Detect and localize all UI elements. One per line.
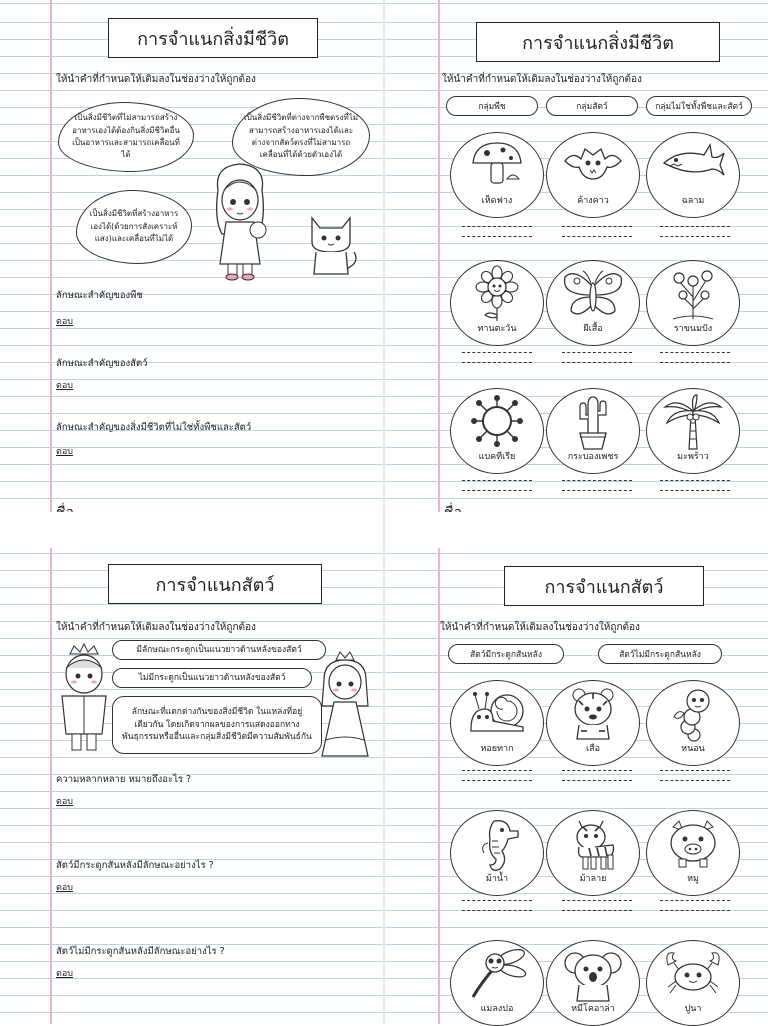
page-divider (383, 0, 385, 1024)
answer-blank[interactable] (562, 480, 632, 481)
mushroom-icon (467, 139, 527, 189)
item-card (546, 810, 640, 896)
answer-blank[interactable] (660, 780, 730, 781)
answer-blank[interactable] (462, 770, 532, 771)
page-title: การจำแนกสัตว์ (504, 566, 704, 606)
bread-mold-icon (665, 267, 721, 321)
item-card (546, 132, 640, 218)
prince-illustration-icon (56, 644, 112, 756)
item-label: หอยทาก (480, 744, 514, 754)
worksheet-animal-classification-1 (0, 548, 384, 1024)
instruction-text: ให้นำคำที่กำหนดให้เติมลงในช่องว่างให้ถูกต้อง (56, 622, 256, 633)
cactus-icon (568, 395, 618, 451)
bat-icon (563, 139, 623, 189)
item-card (450, 940, 544, 1026)
item-label: หนอน (681, 744, 705, 754)
dragonfly-icon (467, 947, 527, 1001)
item-label: หมีโคอาล่า (571, 1004, 615, 1014)
item-label: ฉลาม (681, 196, 705, 206)
item-label: เสือ (586, 744, 600, 754)
question-3: สัตว์ไม่มีกระดูกสันหลังมีลักษณะอย่างไร ? (56, 946, 225, 957)
answer-label: ตอบ (56, 381, 73, 391)
item-label: มะพร้าว (677, 452, 709, 462)
worksheet-classification-living-things-1 (0, 0, 384, 512)
item-label: ปูนา (684, 1004, 702, 1014)
question-3: ลักษณะสำคัญของสิ่งมีชีวิตที่ไม่ใช่ทั้งพืชและสัตว์ (56, 422, 252, 433)
item-card (546, 260, 640, 346)
answer-blank[interactable] (462, 900, 532, 901)
answer-blank[interactable] (660, 236, 730, 237)
cat-illustration-icon (302, 208, 360, 278)
clue-cloud-plant: เป็นสิ่งมีชีวิตที่สร้างอาหารเองได้(ด้วยการสังเคราะห์แสง)และเคลื่อนที่ไม่ได้ (76, 190, 192, 264)
answer-label: ตอบ (56, 969, 73, 979)
answer-blank[interactable] (660, 770, 730, 771)
item-card (646, 810, 740, 896)
answer-blank[interactable] (660, 226, 730, 227)
term-vertebrate: มีลักษณะกระดูกเป็นแนวยาวด้านหลังของสัตว์ (112, 640, 326, 660)
tiger-icon (565, 687, 621, 741)
word-bank-vertebrate: สัตว์มีกระดูกสันหลัง (448, 644, 564, 664)
answer-blank[interactable] (660, 910, 730, 911)
answer-blank[interactable] (660, 490, 730, 491)
koala-icon (563, 947, 623, 1003)
item-label: ทานตะวัน (477, 324, 517, 334)
answer-blank[interactable] (562, 236, 632, 237)
item-card (646, 940, 740, 1026)
coconut-tree-icon (663, 395, 723, 451)
item-card (646, 680, 740, 766)
bacteria-icon (469, 395, 525, 447)
answer-blank[interactable] (562, 770, 632, 771)
answer-label: ตอบ (56, 317, 73, 327)
answer-blank[interactable] (462, 352, 532, 353)
zebra-icon (565, 817, 621, 873)
item-card (450, 680, 544, 766)
item-card (450, 810, 544, 896)
answer-blank[interactable] (462, 480, 532, 481)
question-1: ความหลากหลาย หมายถึงอะไร ? (56, 774, 192, 785)
item-card (546, 940, 640, 1026)
answer-blank[interactable] (562, 780, 632, 781)
answer-blank[interactable] (462, 780, 532, 781)
answer-blank[interactable] (562, 900, 632, 901)
answer-blank[interactable] (562, 352, 632, 353)
answer-blank[interactable] (562, 910, 632, 911)
worksheet-classification-living-things-2 (384, 0, 768, 512)
answer-blank[interactable] (660, 352, 730, 353)
item-label: ผีเสื้อ (583, 324, 603, 334)
word-bank-plant: กลุ่มพืช (446, 96, 538, 116)
term-invertebrate: ไม่มีกระดูกเป็นแนวยาวด้านหลังของสัตว์ (112, 668, 312, 688)
word-bank-other: กลุ่มไม่ใช่ทั้งพืชและสัตว์ (646, 96, 752, 116)
shark-icon (660, 139, 726, 183)
answer-label: ตอบ (56, 797, 73, 807)
instruction-text: ให้นำคำที่กำหนดให้เติมลงในช่องว่างให้ถูกต้อง (56, 74, 256, 85)
question-2: สัตว์มีกระดูกสันหลังมีลักษณะอย่างไร ? (56, 860, 214, 871)
item-card (646, 260, 740, 346)
snail-icon (467, 687, 527, 737)
word-bank-animal: กลุ่มสัตว์ (546, 96, 638, 116)
item-card (646, 132, 740, 218)
answer-label: ตอบ (56, 883, 73, 893)
answer-blank[interactable] (562, 226, 632, 227)
clue-cloud-other: เป็นสิ่งมีชีวิตที่ต่างจากพืชตรงที่ไม่สามารถสร้างอาหารเองได้และต่างจากสัตว์ตรงที่ไม่สามารถเคลื่อนที่ได้ด้วยตัวเองได้ (232, 98, 370, 176)
girl-illustration-icon (200, 160, 280, 282)
seahorse-icon (472, 817, 522, 875)
answer-blank[interactable] (660, 480, 730, 481)
page-title: การจำแนกสิ่งมีชีวิต (108, 18, 318, 58)
item-card (450, 388, 544, 474)
item-label: แมลงปอ (480, 1004, 514, 1014)
term-diversity: ลักษณะที่แตกต่างกันของสิ่งมีชีวิต ในแหล่งที่อยู่เดียวกัน โดยเกิดจากผลของการแสดงออกทางพันธุกรรมหรืออื่นและกลุ่มสิ่งมีชีวิตมีความสัมพันธ์กัน (112, 696, 322, 754)
page-title: การจำแนกสิ่งมีชีวิต (476, 22, 720, 62)
item-label: เห็ดฟาง (481, 196, 513, 206)
page-title: การจำแนกสัตว์ (108, 564, 322, 604)
instruction-text: ให้นำคำที่กำหนดให้เติมลงในช่องว่างให้ถูกต้อง (442, 74, 642, 85)
answer-blank[interactable] (462, 910, 532, 911)
instruction-text: ให้นำคำที่กำหนดให้เติมลงในช่องว่างให้ถูกต้อง (440, 622, 640, 633)
crab-icon (662, 947, 724, 999)
item-label: หมู (687, 874, 699, 884)
answer-blank[interactable] (660, 900, 730, 901)
answer-blank[interactable] (462, 226, 532, 227)
item-label: ม้าลาย (579, 874, 607, 884)
item-card (546, 680, 640, 766)
question-1: ลักษณะสำคัญของพืช (56, 290, 143, 301)
sunflower-icon (469, 267, 525, 321)
pig-icon (663, 817, 723, 869)
clue-cloud-animal: เป็นสิ่งมีชีวิตที่ไม่สามารถสร้างอาหารเองได้ต้องกินสิ่งมีชีวิตอื่นเป็นอาหารและสามารถเคลื่อนที่ได้ (58, 102, 194, 172)
answer-blank[interactable] (462, 362, 532, 363)
item-label: แบคทีเรีย (478, 452, 516, 462)
answer-label: ตอบ (56, 447, 73, 457)
answer-blank[interactable] (660, 362, 730, 363)
answer-blank[interactable] (562, 362, 632, 363)
item-card (646, 388, 740, 474)
butterfly-icon (561, 267, 625, 323)
question-2: ลักษณะสำคัญของสัตว์ (56, 358, 148, 369)
answer-blank[interactable] (462, 236, 532, 237)
princess-illustration-icon (316, 650, 374, 760)
word-bank-invertebrate: สัตว์ไม่มีกระดูกสันหลัง (598, 644, 722, 664)
item-card (450, 132, 544, 218)
answer-blank[interactable] (562, 490, 632, 491)
answer-blank[interactable] (462, 490, 532, 491)
item-label: ค้างคาว (577, 196, 609, 206)
item-label: กระบองเพชร (567, 452, 619, 462)
item-card (546, 388, 640, 474)
worksheet-animal-classification-2 (384, 548, 768, 1024)
item-label: ม้าน้ำ (485, 874, 509, 884)
worm-icon (668, 687, 718, 743)
item-card (450, 260, 544, 346)
item-label: ราขนมปัง (673, 324, 713, 334)
